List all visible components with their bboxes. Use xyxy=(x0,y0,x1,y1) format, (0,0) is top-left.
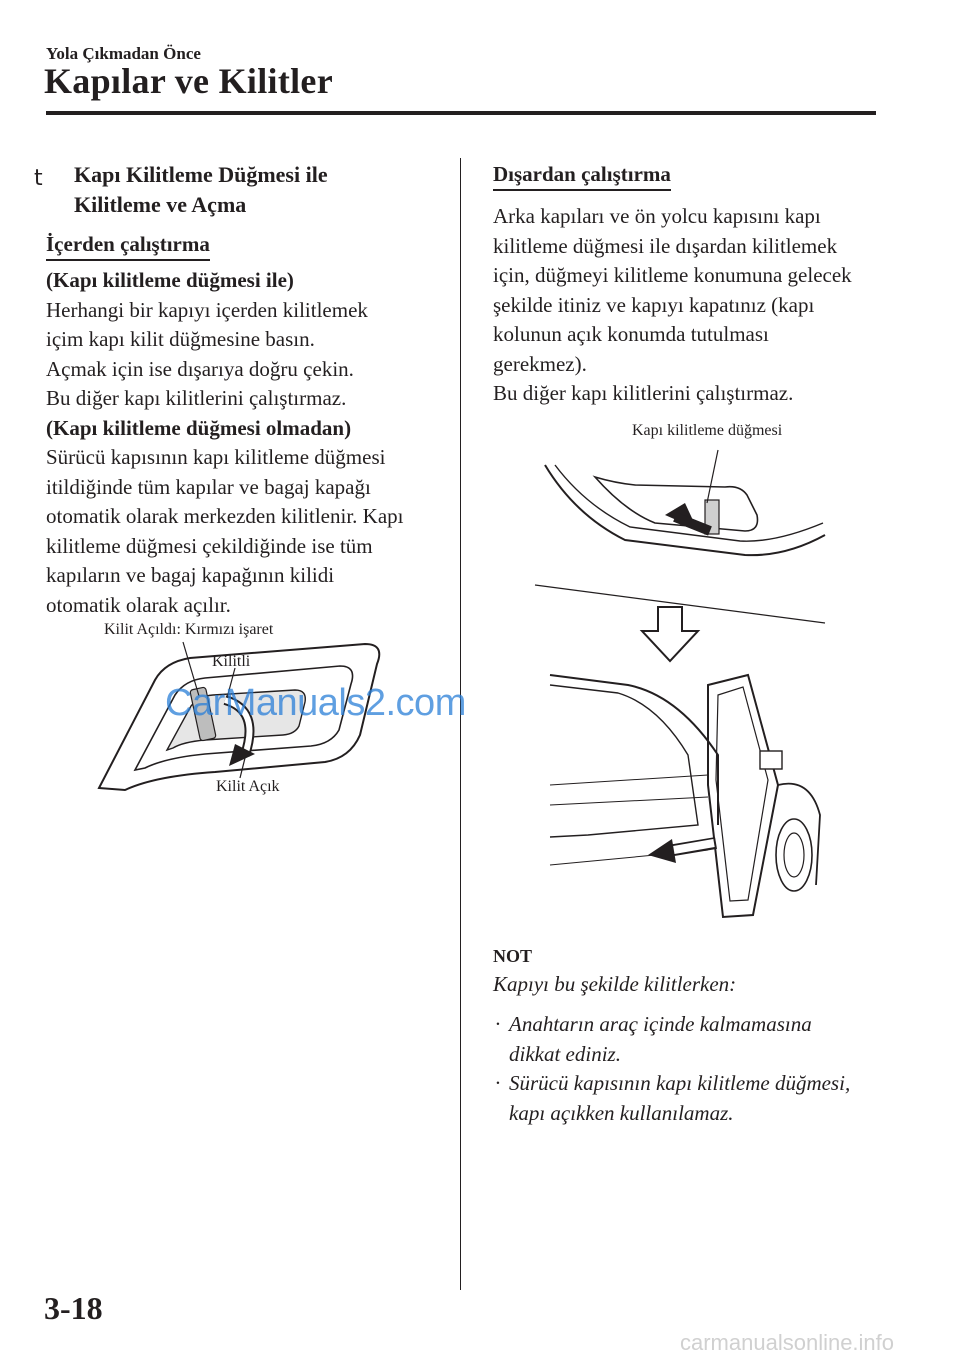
down-arrow-icon xyxy=(640,605,700,665)
section-heading-line: Kapı Kilitleme Düğmesi ile xyxy=(74,162,328,187)
paragraph-line: Bu diğer kapı kilitlerini çalıştırmaz. xyxy=(46,386,347,410)
paragraph-line: kapıların ve bagaj kapağının kilidi xyxy=(46,563,335,587)
outside-operation-text xyxy=(493,202,893,409)
page-number: 3-18 xyxy=(44,1290,103,1326)
lock-knob-label: Kapı kilitleme düğmesi xyxy=(632,422,783,439)
note-intro: Kapıyı bu şekilde kilitlerken: xyxy=(493,972,737,996)
paragraph-line: Sürücü kapısının kapı kilitleme düğmesi xyxy=(46,445,386,469)
unlocked-label: Kilit Açık xyxy=(216,778,280,795)
footer-url: carmanualsonline.info xyxy=(680,1330,895,1355)
locked-label: Kilitli xyxy=(212,653,251,670)
paragraph-line: otomatik olarak merkezden kilitlenir. Kapı xyxy=(46,504,404,528)
outside-operation-subhead: Dışardan çalıştırma xyxy=(493,162,671,191)
paragraph-line: Arka kapıları ve ön yolcu kapısını kapı xyxy=(493,204,821,228)
section-heading xyxy=(74,160,434,220)
note-bullet xyxy=(493,1010,893,1069)
section-label: Yola Çıkmadan Önce xyxy=(46,44,201,63)
paragraph-line: şekilde itiniz ve kapıyı kapatınız (kapı xyxy=(493,292,815,317)
bullet-line: Anahtarın araç içinde kalmamasına xyxy=(509,1012,812,1036)
section-marker: t xyxy=(34,166,43,191)
note-bullet-list xyxy=(493,1010,893,1128)
note-bullet xyxy=(493,1069,893,1128)
bullet-dot: · xyxy=(495,1012,501,1036)
paragraph-line: otomatik olarak açılır. xyxy=(46,592,231,617)
paragraph-line: kilitleme düğmesi ile dışardan kilitlemek xyxy=(493,233,838,258)
paragraph-line: itildiğinde tüm kapılar ve bagaj kapağı xyxy=(46,474,371,499)
section-heading-line: Kilitleme ve Açma xyxy=(74,192,247,217)
bullet-dot: · xyxy=(495,1071,501,1095)
inside-operation-text xyxy=(46,266,446,620)
paragraph-line: kolunun açık konumda tutulması xyxy=(493,322,769,346)
title-rule xyxy=(46,111,876,115)
note-title: NOT xyxy=(493,946,533,966)
paragraph-line: Açmak için ise dışarıya doğru çekin. xyxy=(46,356,354,381)
bullet-line: dikkat ediniz. xyxy=(509,1041,621,1066)
paragraph-line: (Kapı kilitleme düğmesi ile) xyxy=(46,268,294,292)
page-title: Kapılar ve Kilitler xyxy=(44,61,333,101)
bullet-line: kapı açıkken kullanılamaz. xyxy=(509,1100,734,1125)
paragraph-line: için, düğmeyi kilitleme konumuna gelecek xyxy=(493,263,852,287)
open-car-door-illustration xyxy=(548,665,828,925)
inside-operation-subhead: İçerden çalıştırma xyxy=(46,232,210,261)
watermark: CarManuals2.com xyxy=(165,682,466,724)
red-mark-label: Kilit Açıldı: Kırmızı işaret xyxy=(104,621,274,638)
paragraph-line: Herhangi bir kapıyı içerden kilitlemek xyxy=(46,297,368,322)
paragraph-line: kilitleme düğmesi çekildiğinde ise tüm xyxy=(46,533,373,558)
paragraph-line: Bu diğer kapı kilitlerini çalıştırmaz. xyxy=(493,381,794,405)
paragraph-line: gerekmez). xyxy=(493,351,587,376)
bullet-line: Sürücü kapısının kapı kilitleme düğmesi, xyxy=(509,1071,851,1095)
door-lock-knob-illustration xyxy=(535,445,835,585)
paragraph-line: içim kapı kilit düğmesine basın. xyxy=(46,327,315,351)
paragraph-line: (Kapı kilitleme düğmesi olmadan) xyxy=(46,415,352,440)
